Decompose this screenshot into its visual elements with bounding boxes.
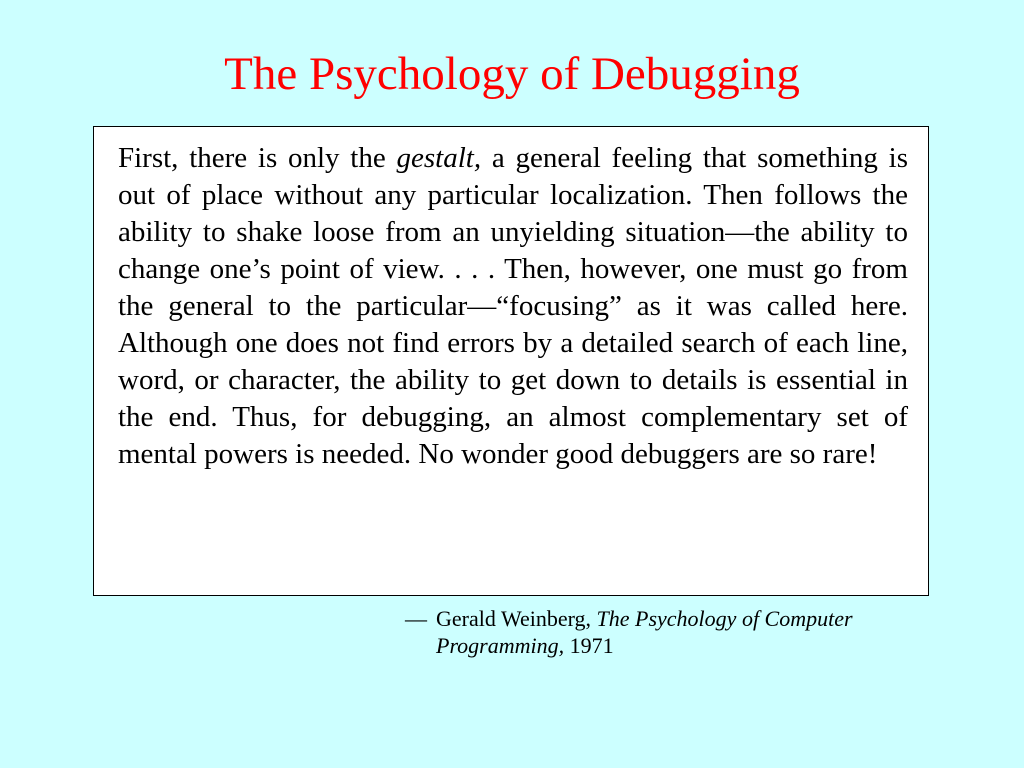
quote-text: [118, 140, 908, 473]
quote-text-start: First, there is only the: [118, 142, 397, 174]
attribution-year: 1971: [564, 633, 614, 658]
quote-box: [93, 126, 929, 596]
attribution-book-title: The Psychology of Computer Programming,: [436, 606, 853, 658]
slide-title: The Psychology of Debugging: [224, 48, 800, 100]
attribution-body: [436, 605, 956, 659]
attribution-author: Gerald Weinberg,: [436, 606, 597, 631]
attribution-dash: —: [405, 606, 427, 631]
quote-text-rest: a general feeling that something is out of place without any particular localization. Then follows the ability to shake loose from an unyielding situation—the ability to change one’s point of view. . . . Then, however, one must go from the general to the particular—“focusing” as it was called here. Although one does not find errors by a detailed search of each line, word, or character, the ability to get down to details is essential in the end. Thus, for debugging, an almost complementary set of mental powers is needed. No wonder good debuggers are so rare!: [118, 142, 908, 470]
quote-emphasis: gestalt,: [396, 142, 482, 174]
